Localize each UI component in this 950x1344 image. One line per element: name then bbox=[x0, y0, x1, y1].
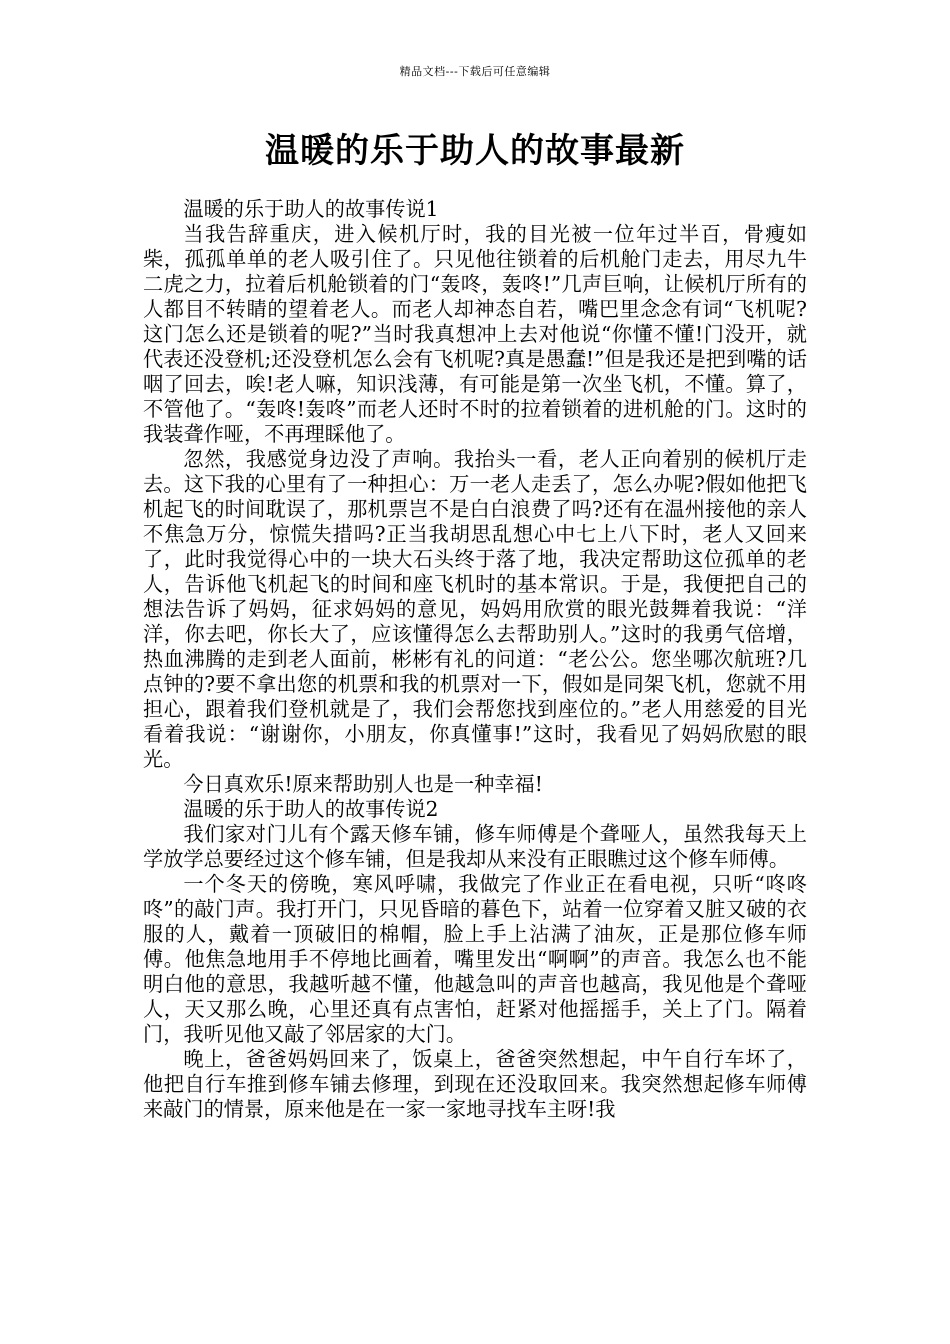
body-paragraph: 今日真欢乐!原来帮助别人也是一种幸福! bbox=[183, 772, 543, 796]
section-heading-1: 温暖的乐于助人的故事传说1 bbox=[183, 197, 439, 221]
page-header: 精品文档---下载后可任意编辑 bbox=[399, 65, 551, 78]
body-paragraph: 当我告辞重庆，进入候机厅时，我的目光被一位年过半百，骨瘦如柴，孤孤单单的老人吸引住了。只见他往锁着的后机舱门走去，用尽九牛二虎之力，拉着后机舱锁着的门“轰咚，轰咚!”几声巨响，让候机厅所有的人都目不转睛的望着老人。而老人却神态自若，嘴巴里念念有词“飞机呢?这门怎么还是锁着的呢?”当时我真想冲上去对他说“你懂不懂!门没开，就代表还没登机;还没登机怎么会有飞机呢?真是愚蠢!”但是我还是把到嘴的话咽了回去，唉!老人嘛，知识浅薄，有可能是第一次坐飞机，不懂。算了，不管他了。“轰咚!轰咚”而老人还时不时的拉着锁着的进机舱的门。这时的我装聋作哑，不再理睬他了。 bbox=[143, 222, 807, 446]
document-title: 温暖的乐于助人的故事最新 bbox=[265, 131, 685, 171]
body-paragraph: 一个冬天的傍晚，寒风呼啸，我做完了作业正在看电视，只听“咚咚咚”的敲门声。我打开门，只见昏暗的暮色下，站着一位穿着又脏又破的衣服的人，戴着一顶破旧的棉帽，脸上手上沾满了油灰，正是那位修车师傅。他焦急地用手不停地比画着，嘴里发出“啊啊”的声音。我怎么也不能明白他的意思，我越听越不懂，他越急叫的声音也越高，我见他是个聋哑人，天又那么晚，心里还真有点害怕，赶紧对他摇摇手，关上了门。隔着门，我听见他又敲了邻居家的大门。 bbox=[143, 872, 807, 1046]
body-paragraph: 忽然，我感觉身边没了声响。我抬头一看，老人正向着别的候机厅走去。这下我的心里有了一种担心：万一老人走丢了，怎么办呢?假如他把飞机起飞的时间耽误了，那机票岂不是白白浪费了吗?还有在温州接他的亲人不焦急万分，惊慌失措吗?正当我胡思乱想心中七上八下时，老人又回来了，此时我觉得心中的一块大石头终于落了地，我决定帮助这位孤单的老人，告诉他飞机起飞的时间和座飞机时的基本常识。于是，我便把自己的想法告诉了妈妈，征求妈妈的意见，妈妈用欣赏的眼光鼓舞着我说：“洋洋，你去吧，你长大了，应该懂得怎么去帮助别人。”这时的我勇气倍增，热血沸腾的走到老人面前，彬彬有礼的问道：“老公公。您坐哪次航班?几点钟的?要不拿出您的机票和我的机票对一下，假如是同架飞机，您就不用担心，跟着我们登机就是了，我们会帮您找到座位的。”老人用慈爱的目光看着我说：“谢谢你，小朋友，你真懂事!”这时，我看见了妈妈欣慰的眼光。 bbox=[143, 447, 807, 771]
body-paragraph: 我们家对门儿有个露天修车铺，修车师傅是个聋哑人，虽然我每天上学放学总要经过这个修车铺，但是我却从来没有正眼瞧过这个修车师傅。 bbox=[143, 822, 807, 871]
body-paragraph: 晚上，爸爸妈妈回来了，饭桌上，爸爸突然想起，中午自行车坏了，他把自行车推到修车铺去修理，到现在还没取回来。我突然想起修车师傅来敲门的情景，原来他是在一家一家地寻找车主呀!我 bbox=[143, 1047, 807, 1121]
section-heading-2: 温暖的乐于助人的故事传说2 bbox=[183, 797, 439, 821]
document-body bbox=[143, 197, 807, 1122]
